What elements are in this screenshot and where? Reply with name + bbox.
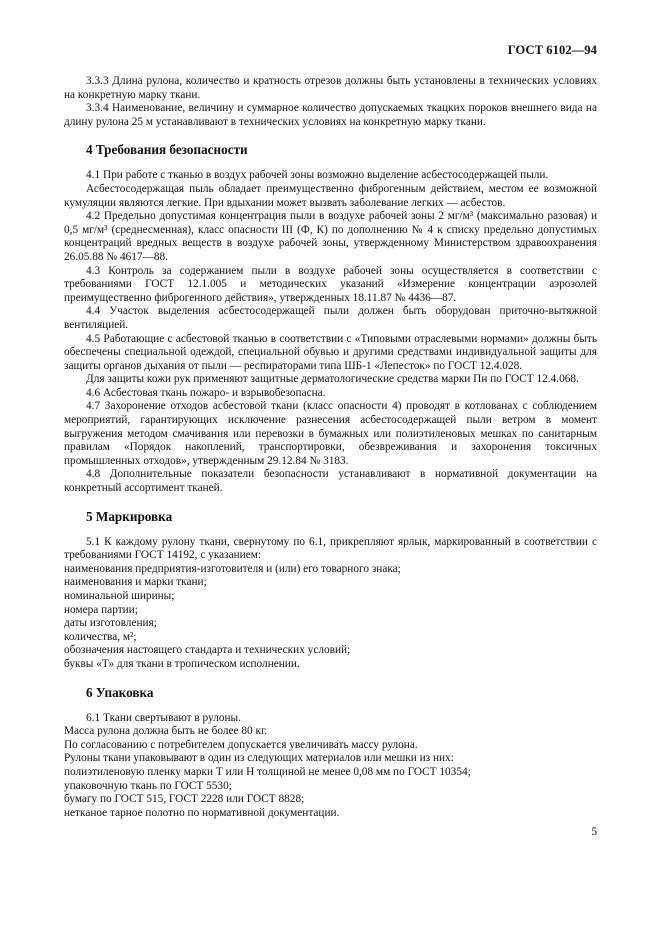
- packing-material-item: нетканое тарное полотно по нормативной документации.: [64, 806, 340, 819]
- paragraph-4-2: 4.2 Предельно допустимая концентрация пыли в воздухе рабочей зоны 2 мг/м³ (максимально разовая) и 0,5 мг/м³ (среднесменная), класс опасности III (Ф, К) по дополнению № 4 к списку предельно допустимых концентраций вредных веществ в воздухе рабочей зоны, утвержденному Министерством здравоохранения 26.05.88 № 4617—88.: [64, 210, 597, 263]
- packing-material-item: полиэтиленовую пленку марки Т или Н толщиной не менее 0,08 мм по ГОСТ 10354;: [64, 765, 471, 778]
- paragraph-5-1: 5.1 К каждому рулону ткани, свернутому по 6.1, прикрепляют ярлык, маркированный в соответствии с требованиями ГОСТ 14192, с указанием:: [64, 535, 597, 562]
- section-6-heading: 6 Упаковка: [86, 684, 154, 700]
- running-header: ГОСТ 6102—94: [507, 43, 597, 57]
- paragraph-4-6: 4.6 Асбестовая ткань пожаро- и взрывобезопасна.: [86, 386, 326, 399]
- paragraph-4-1: 4.1 При работе с тканью в воздух рабочей зоны возможно выделение асбестосодержащей пыли.: [86, 169, 549, 182]
- paragraph-3-3-3: 3.3.3 Длина рулона, количество и кратность отрезов должны быть установлены в технических условиях на конкретную марку ткани.: [64, 75, 597, 101]
- paragraph-6-1: 6.1 Ткани свертывают в рулоны.: [86, 711, 241, 724]
- document-body: [64, 75, 597, 820]
- paragraph-4-5-skin: Для защиты кожи рук применяют защитные дерматологические средства марки Пн по ГОСТ 12.4.068.: [86, 373, 579, 386]
- packing-line: Масса рулона должна быть не более 80 кг.: [64, 725, 268, 738]
- paragraph-4-5: 4.5 Работающие с асбестовой тканью в соответствии с «Типовыми отраслевыми нормами» должны быть обеспечены специальной одеждой, специальной обувью и другими средствами индивидуальной защиты для защиты органов дыхания от пыли — респираторами типа ШБ-1 «Лепесток» по ГОСТ 12.4.028.: [64, 332, 597, 372]
- section-5-heading: 5 Маркировка: [86, 508, 173, 524]
- packing-line: Рулоны ткани упаковывают в один из следующих материалов или мешки из них:: [64, 752, 454, 765]
- paragraph-4-4: 4.4 Участок выделения асбестосодержащей пыли должен быть оборудован приточно-вытяжной вентиляцией.: [64, 305, 597, 331]
- page-number: 5: [591, 826, 597, 838]
- marking-list-item: номера партии;: [64, 603, 138, 616]
- section-4-heading: 4 Требования безопасности: [86, 142, 248, 158]
- marking-list-item: наименования предприятия-изготовителя и (или) его товарного знака;: [64, 562, 401, 575]
- paragraph-4-1-note: Асбестосодержащая пыль обладает преимущественно фиброгенным действием, местом ее возможной кумуляции являются легкие. При вдыхании может вызвать заболевание легких — асбестов.: [64, 182, 597, 209]
- paragraph-4-3: 4.3 Контроль за содержанием пыли в воздухе рабочей зоны осуществляется в соответствии с требованиями ГОСТ 12.1.005 и методических указаний «Измерение концентрации аэрозолей преимущественно фиброгенного действия», утвержденных 18.11.87 № 4436—87.: [64, 264, 597, 304]
- marking-list-item: даты изготовления;: [64, 617, 157, 630]
- marking-list-item: наименования и марки ткани;: [64, 576, 207, 589]
- paragraph-4-7: 4.7 Захоронение отходов асбестовой ткани (класс опасности 4) проводят в котлованах с соблюдением мероприятий, гарантирующих исключение разнесения асбестосодержащей пыли ветром в момент выгружения методом смачивания или перевозки в бумажных или полиэтиленовых мешках по санитарным правилам «Порядок накоплений, транспортировки, обезвреживания и захоронения токсичных промышленных отходов», утвержденным 29.12.84 № 3183.: [64, 400, 597, 467]
- packing-material-item: бумагу по ГОСТ 515, ГОСТ 2228 или ГОСТ 8828;: [64, 793, 305, 806]
- marking-list-item: номинальной ширины;: [64, 590, 175, 602]
- paragraph-3-3-4: 3.3.4 Наименование, величину и суммарное количество допускаемых ткацких пороков внешнего вида на длину рулона 25 м устанавливают в технических условиях на конкретную марку ткани.: [64, 102, 597, 128]
- marking-list-item: обозначения настоящего стандарта и технических условий;: [64, 644, 351, 657]
- marking-list-item: буквы «Т» для ткани в тропическом исполнении.: [64, 657, 300, 670]
- paragraph-4-8: 4.8 Дополнительные показатели безопасности устанавливают в нормативной документации на конкретный ассортимент тканей.: [64, 468, 597, 495]
- marking-list-item: количества, м²;: [64, 630, 137, 643]
- packing-material-item: упаковочную ткань по ГОСТ 5530;: [64, 779, 232, 792]
- packing-line: По согласованию с потребителем допускается увеличивать массу рулона.: [64, 738, 418, 751]
